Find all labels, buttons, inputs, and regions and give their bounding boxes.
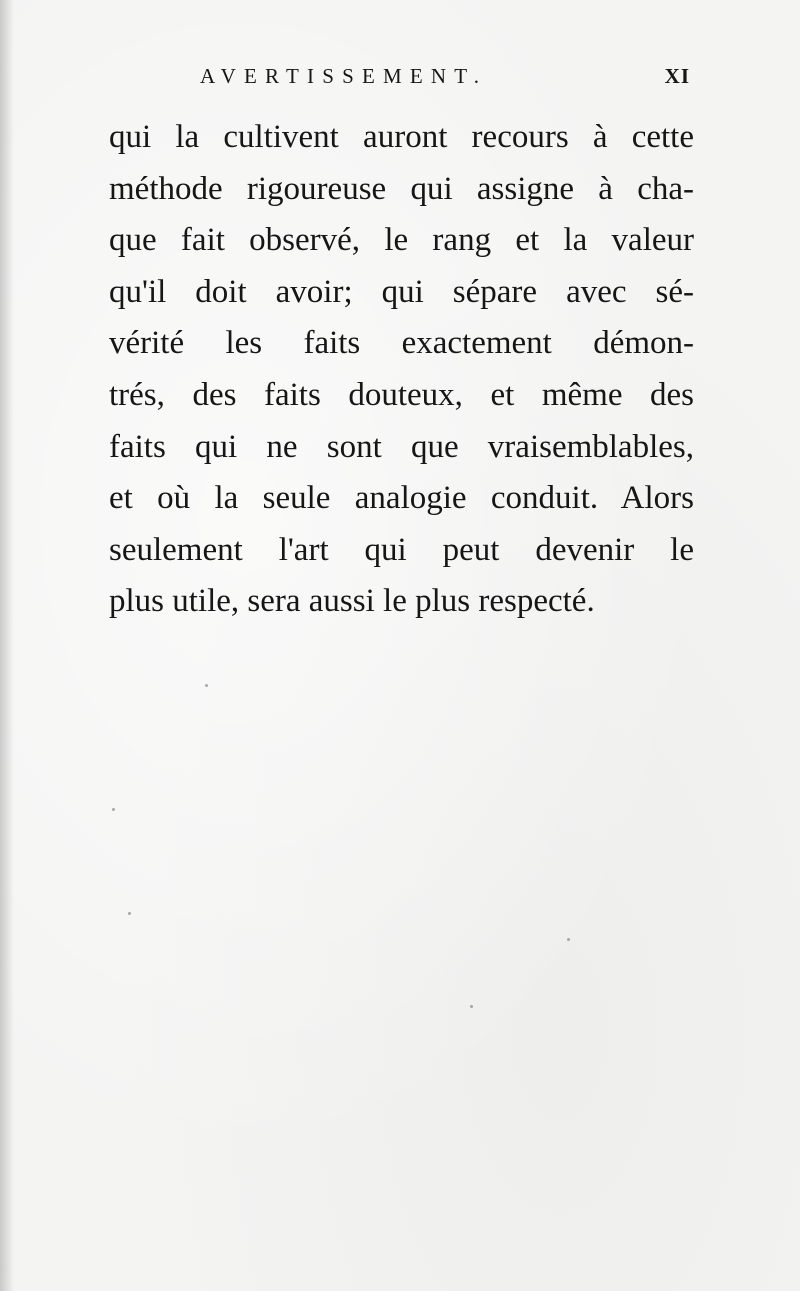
page-edge-shadow (0, 0, 14, 1291)
page-number: XI (664, 64, 690, 88)
text-line: plus utile, sera aussi le plus respecté. (109, 583, 595, 620)
text-line: et où la seule analogie conduit. Alors (109, 480, 694, 517)
paper-speck (567, 938, 570, 941)
page-header (200, 64, 690, 92)
text-line: seulement l'art qui peut devenir le (109, 531, 694, 568)
paper-speck (128, 912, 131, 915)
running-head: AVERTISSEMENT. (200, 64, 488, 88)
text-line: que fait observé, le rang et la valeur (109, 222, 694, 259)
text-line: trés, des faits douteux, et même des (109, 376, 694, 413)
text-line: vérité les faits exactement démon- (109, 325, 694, 362)
paper-speck (470, 1005, 473, 1008)
paper-speck (112, 808, 115, 811)
text-line: qu'il doit avoir; qui sépare avec sé- (109, 273, 694, 310)
text-line: qui la cultivent auront recours à cette (109, 119, 694, 155)
text-line: méthode rigoureuse qui assigne à cha- (109, 170, 694, 207)
text-line: faits qui ne sont que vraisemblables, (109, 428, 694, 465)
body-paragraph (109, 112, 694, 628)
paper-speck (205, 684, 208, 687)
